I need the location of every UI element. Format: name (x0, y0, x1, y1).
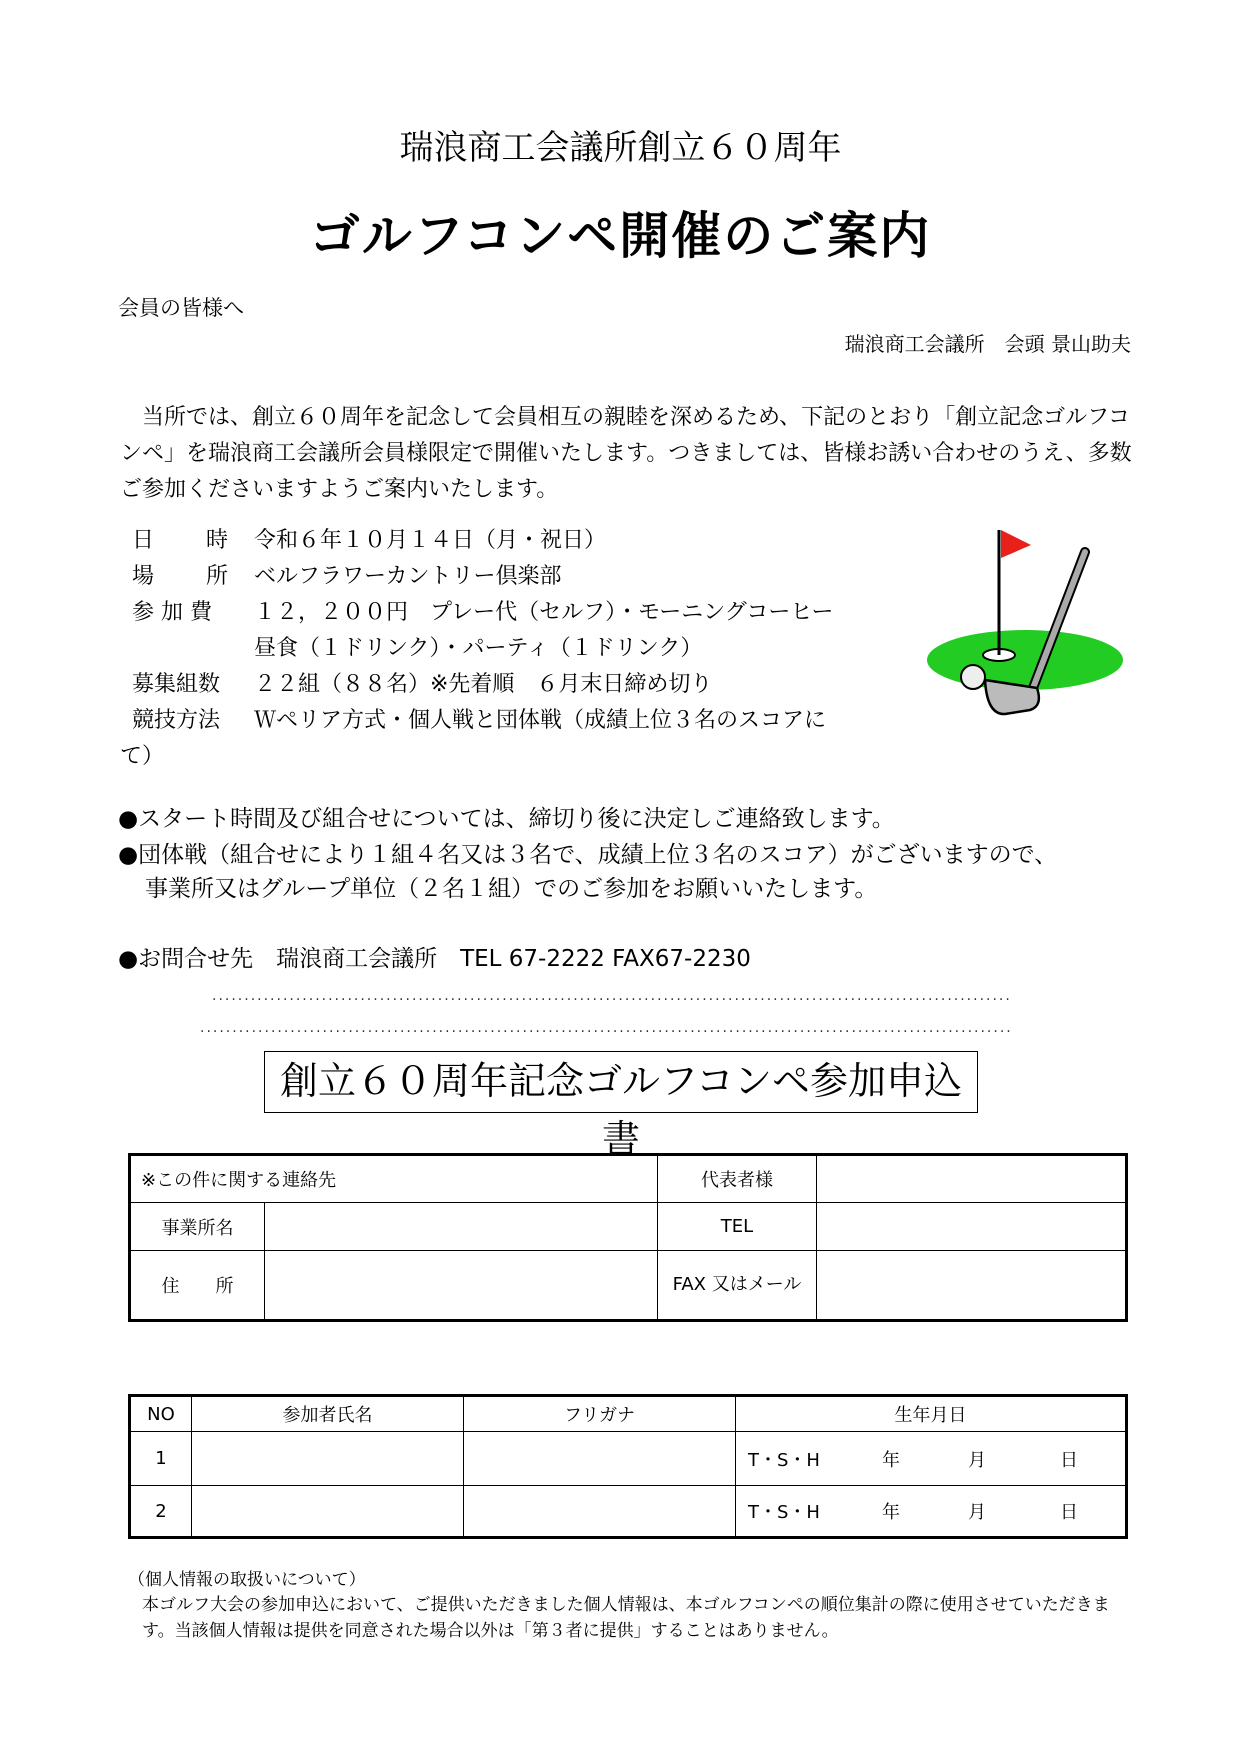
cut-line-2: .............................................................................................................................. (200, 1020, 1013, 1036)
address-label: 住 所 (130, 1251, 265, 1321)
tel-label: TEL (658, 1203, 817, 1251)
representative-field[interactable] (817, 1155, 1127, 1203)
cut-line-1: ............................................................................................................................ (212, 988, 1012, 1004)
note-team-match: ●団体戦（組合せにより１組４名又は３名で、成績上位３名のスコア）がございますので、 (118, 842, 1058, 868)
detail-date (132, 523, 606, 554)
row-no: 2 (130, 1486, 192, 1538)
participants-table (128, 1394, 1128, 1539)
detail-value: 令和６年１０月１４日（月・祝日） (254, 528, 607, 553)
green-icon (927, 630, 1123, 690)
golf-illustration (925, 520, 1125, 720)
fax-or-mail-field[interactable] (817, 1251, 1127, 1321)
privacy-body: 本ゴルフ大会の参加申込において、ご提供いただきました個人情報は、本ゴルフコンペの順位集計の際に使用させていただきます。当該個人情報は提供を同意された場合以外は「第３者に提供」することはありません。 (142, 1595, 1110, 1641)
detail-label-a: 日 (132, 528, 155, 553)
page-title: ゴルフコンペ開催のご案内 (309, 207, 932, 265)
col-header-birthdate: 生年月日 (736, 1396, 1127, 1432)
birthdate-field[interactable] (736, 1432, 1127, 1486)
name-field[interactable] (192, 1432, 464, 1486)
intro-paragraph: 当所では、創立６０周年を記念して会員相互の親睦を深めるため、下記のとおり「創立記念ゴルフコンペ」を瑞浪商工会議所会員様限定で開催いたします。つきましては、皆様お誘い合わせのうえ、多数ご参加くださいますようご案内いたします。 (120, 405, 1132, 502)
era-options: T・S・H (748, 1502, 820, 1523)
name-field[interactable] (192, 1486, 464, 1538)
contact-header: ※この件に関する連絡先 (130, 1155, 658, 1203)
detail-label: 競技方法 (132, 708, 221, 733)
furigana-field[interactable] (464, 1486, 736, 1538)
inquiry-contact: ●お問合せ先 瑞浪商工会議所 TEL 67-2222 FAX67-2230 (118, 946, 751, 972)
flag-icon (1001, 530, 1031, 558)
form-title: 創立６０周年記念ゴルフコンペ参加申込書 (264, 1051, 978, 1113)
contact-table (128, 1153, 1128, 1322)
year-label: 年 (881, 1449, 900, 1471)
fax-or-mail-label: FAX 又はメール (658, 1251, 817, 1321)
detail-value: １２，２００円 プレー代（セルフ）・モーニングコーヒー (254, 600, 834, 625)
detail-label-b: 所 (206, 564, 229, 589)
birthdate-field[interactable] (736, 1486, 1127, 1538)
detail-value: ベルフラワーカントリー倶楽部 (254, 564, 562, 589)
note-start-time: ●スタート時間及び組合せについては、締切り後に決定しご連絡致します。 (118, 806, 895, 832)
col-header-no: NO (130, 1396, 192, 1432)
detail-groups (132, 667, 712, 698)
col-header-name: 参加者氏名 (192, 1396, 464, 1432)
note-team-match-line2: 事業所又はグループ単位（２名１組）でのご参加をお願いいたします。 (145, 876, 878, 902)
day-label: 日 (1059, 1502, 1078, 1523)
row-no: 1 (130, 1432, 192, 1486)
sender: 瑞浪商工会議所 会頭 景山助夫 (844, 332, 1131, 356)
day-label: 日 (1059, 1449, 1078, 1471)
privacy-heading: （個人情報の取扱いについて） (128, 1570, 366, 1590)
detail-label-b: 時 (206, 528, 229, 553)
furigana-field[interactable] (464, 1432, 736, 1486)
era-options: T・S・H (748, 1449, 820, 1471)
year-label: 年 (881, 1502, 900, 1523)
detail-fee-line2: 昼食（１ドリンク）・パーティ（１ドリンク） (254, 636, 703, 661)
address-field[interactable] (265, 1251, 658, 1321)
month-label: 月 (967, 1502, 986, 1523)
detail-venue (132, 559, 562, 590)
detail-fee (132, 595, 833, 626)
month-label: 月 (967, 1449, 986, 1471)
golf-ball-icon (961, 665, 985, 689)
detail-value: ２２組（８８名）※先着順 ６月末日締め切り (254, 672, 713, 697)
tel-field[interactable] (817, 1203, 1127, 1251)
detail-label: 募集組数 (132, 672, 221, 697)
business-name-field[interactable] (265, 1203, 658, 1251)
addressee: 会員の皆様へ (118, 296, 244, 320)
representative-label: 代表者様 (658, 1155, 817, 1203)
detail-method (132, 703, 826, 734)
detail-method-line2: て） (120, 744, 165, 769)
detail-label: 参 加 費 (132, 600, 212, 625)
business-name-label: 事業所名 (130, 1203, 265, 1251)
table-row (130, 1432, 1127, 1486)
detail-label-a: 場 (132, 564, 155, 589)
table-row (130, 1486, 1127, 1538)
subtitle: 瑞浪商工会議所創立６０周年 (399, 128, 842, 168)
col-header-furigana: フリガナ (464, 1396, 736, 1432)
detail-value: Ｗペリア方式・個人戦と団体戦（成績上位３名のスコアに (254, 708, 827, 733)
